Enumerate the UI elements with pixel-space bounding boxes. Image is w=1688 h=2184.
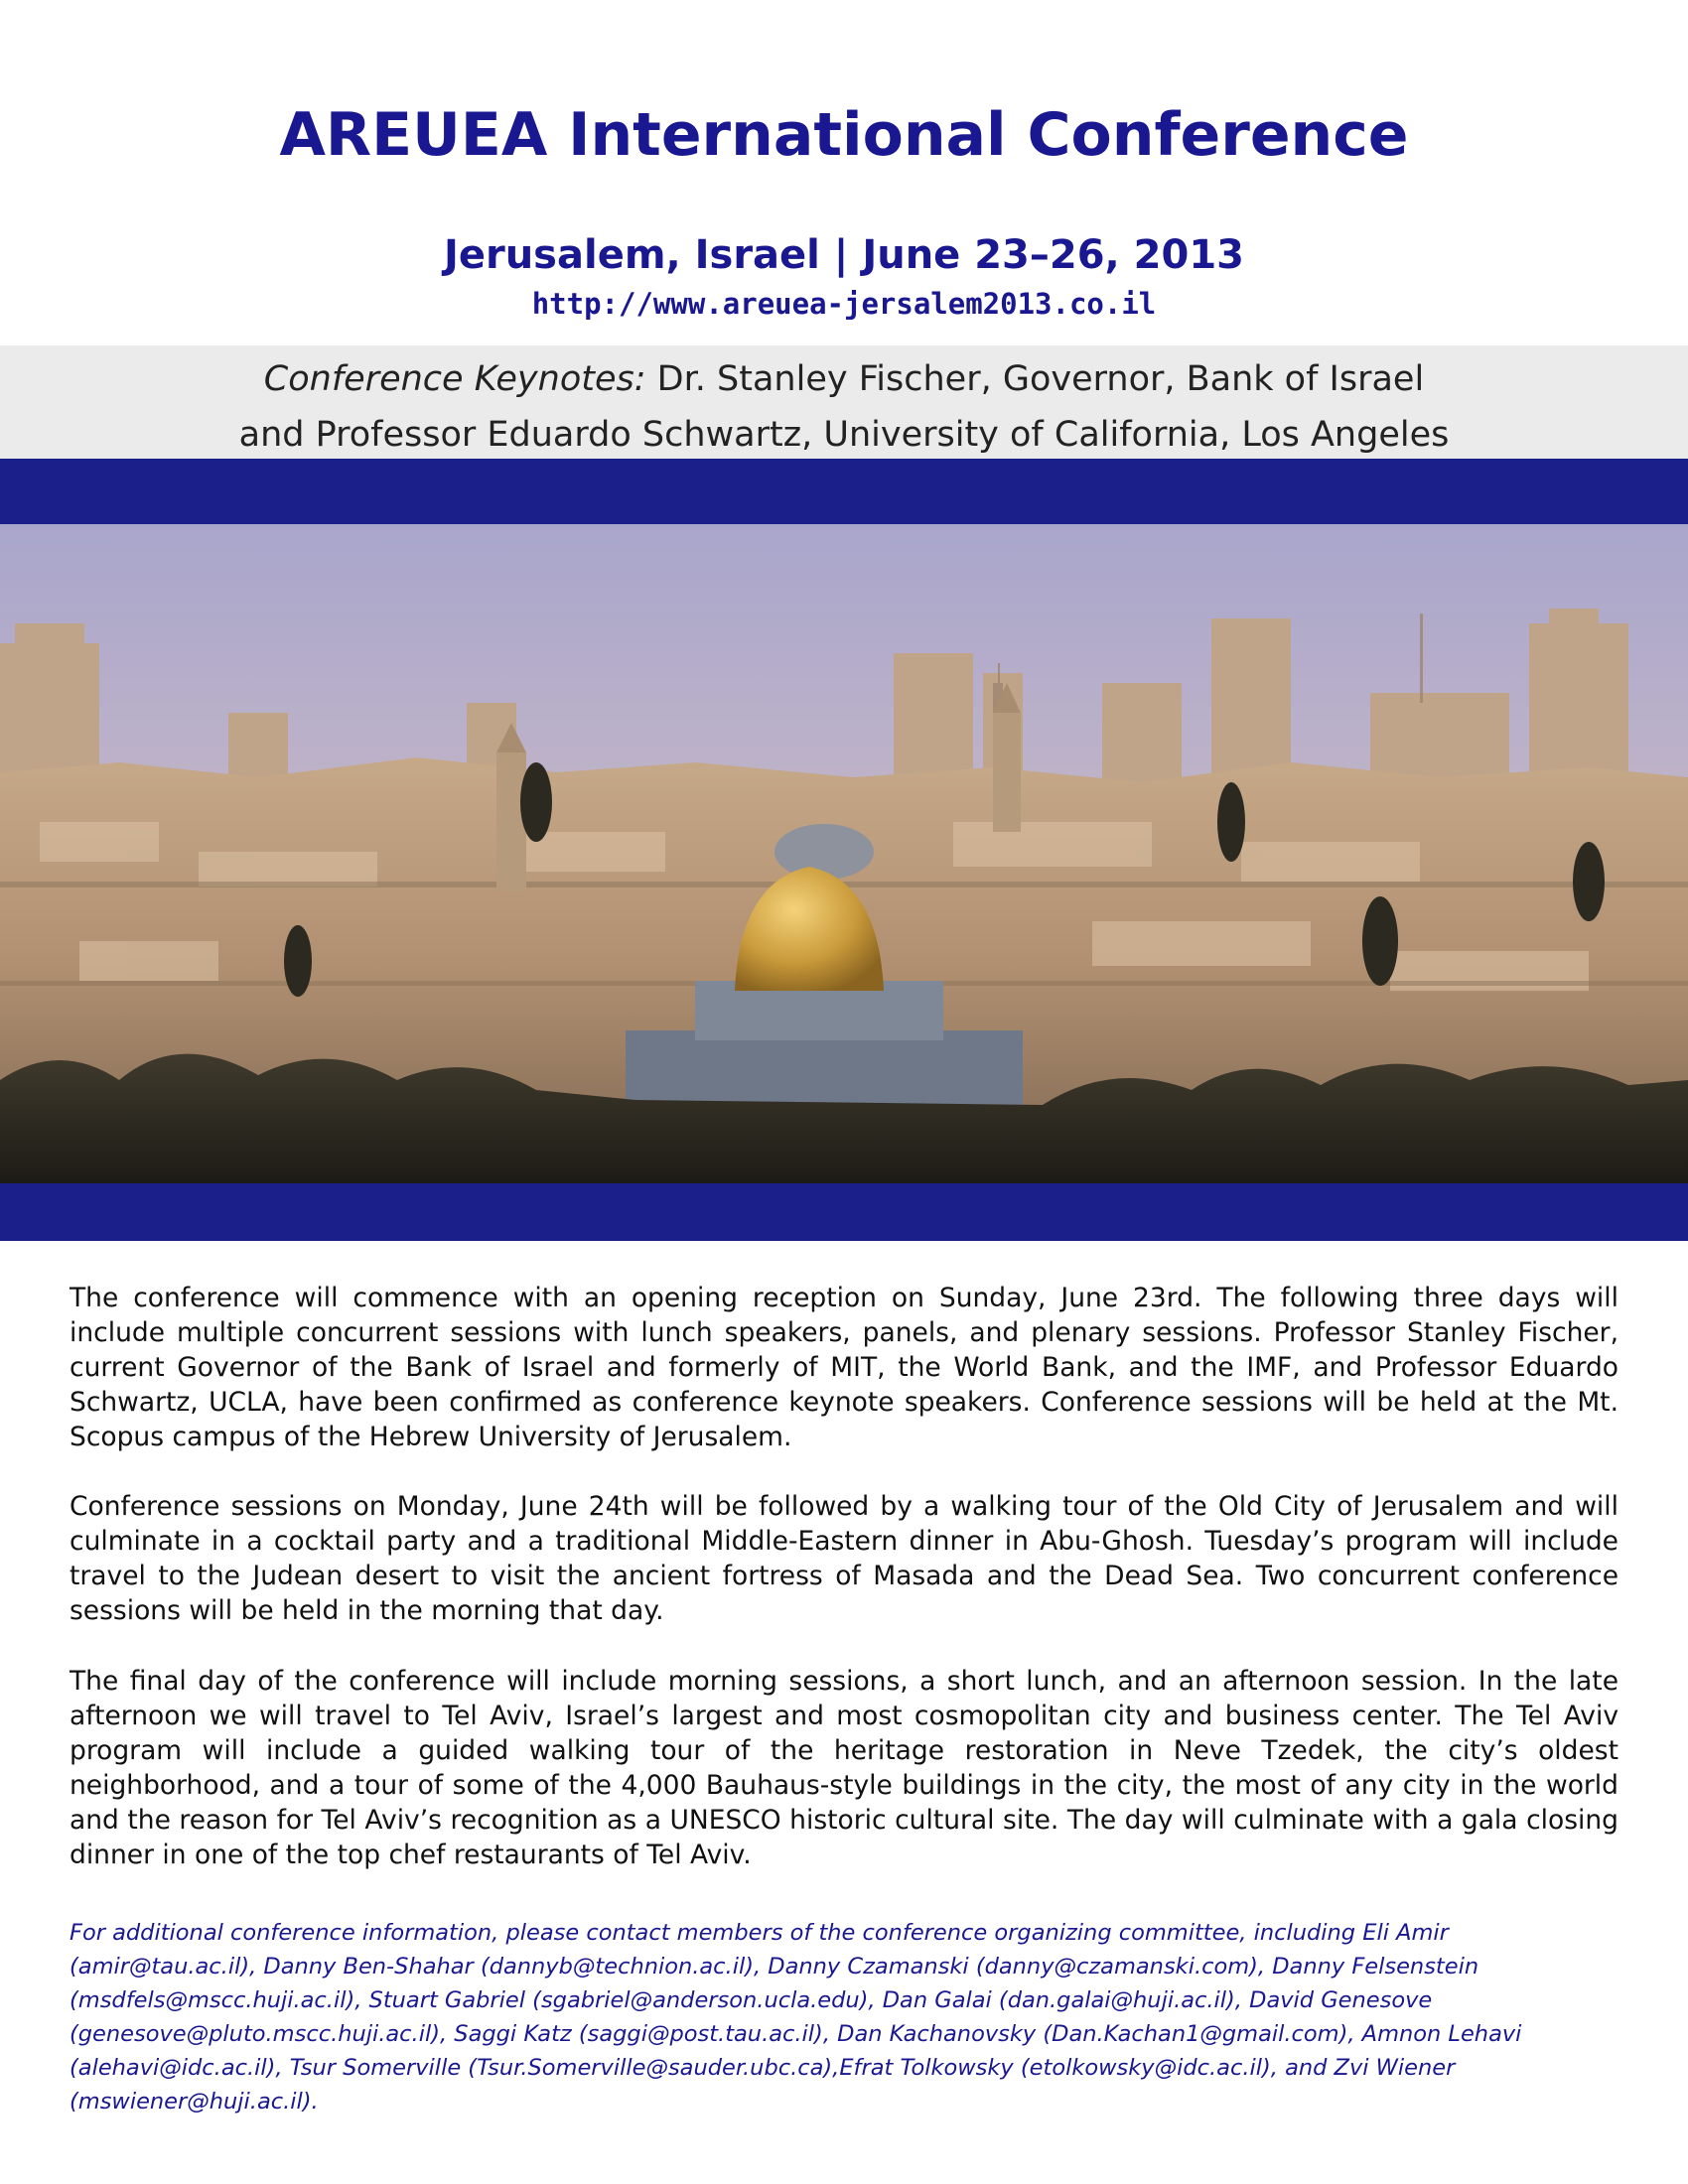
keynote-line-1	[0, 357, 1688, 401]
keynote-line-2: and Professor Eduardo Schwartz, University of California, Los Angeles	[238, 415, 1450, 455]
keynote-speaker-1: Dr. Stanley Fischer, Governor, Bank of Israel	[645, 359, 1425, 399]
body-paragraph-2: Conference sessions on Monday, June 24th will be followed by a walking tour of the Old City of Jerusalem and will culminate in a cocktail party and a traditional Middle-Eastern dinner in Abu-Ghosh. Tuesday’s program will include travel to the Judean desert to visit the ancient fortress of Masada and the Dead Sea. Two concurrent conference sessions will be held in the morning that day.	[70, 1491, 1618, 1626]
bottom-blue-band	[0, 1183, 1688, 1241]
conference-title: AREUEA International Conference	[279, 100, 1409, 170]
conference-url[interactable]: http://www.areuea-jersalem2013.co.il	[531, 287, 1157, 321]
contact-info: For additional conference information, please contact members of the conference organizing committee, including Eli Amir (amir@tau.ac.il), Danny Ben-Shahar (dannyb@technion.ac.il), Danny Czamanski (danny@czamanski.com), Danny Felsenstein (msdfels@mscc.huji.ac.il), Stuart Gabriel (sgabriel@anderson.ucla.edu), Dan Galai (dan.galai@huji.ac.il), David Genesove (genesove@pluto.mscc.huji.ac.il), Saggi Katz (saggi@post.tau.ac.il), Dan Kachanovsky (Dan.Kachan1@gmail.com), Amnon Lehavi (alehavi@idc.ac.il), Tsur Somerville (Tsur.Somerville@sauder.ubc.ca),Efrat Tolkowsky (etolkowsky@idc.ac.il), and Zvi Wiener (mswiener@huji.ac.il).	[70, 1920, 1522, 2115]
jerusalem-skyline-photo	[0, 524, 1688, 1183]
top-blue-band	[0, 459, 1688, 524]
body-paragraph-3: The final day of the conference will include morning sessions, a short lunch, and an afternoon session. In the late afternoon we will travel to Tel Aviv, Israel’s largest and most cosmopolitan city and business center. The Tel Aviv program will include a guided walking tour of the heritage restoration in Neve Tzedek, the city’s oldest neighborhood, and a tour of some of the 4,000 Bauhaus-style buildings in the city, the most of any city in the world and the reason for Tel Aviv’s recognition as a UNESCO historic cultural site. The day will culminate with a gala closing dinner in one of the top chef restaurants of Tel Aviv.	[70, 1666, 1618, 1870]
body-paragraph-1: The conference will commence with an opening reception on Sunday, June 23rd. The following three days will include multiple concurrent sessions with lunch speakers, panels, and plenary sessions. Professor Stanley Fischer, current Governor of the Bank of Israel and formerly of MIT, the World Bank, and the IMF, and Professor Eduardo Schwartz, UCLA, have been confirmed as conference keynote speakers. Conference sessions will be held at the Mt. Scopus campus of the Hebrew University of Jerusalem.	[70, 1283, 1618, 1452]
conference-location-dates: Jerusalem, Israel | June 23–26, 2013	[443, 232, 1245, 278]
keynote-lead: Conference Keynotes:	[263, 359, 646, 399]
